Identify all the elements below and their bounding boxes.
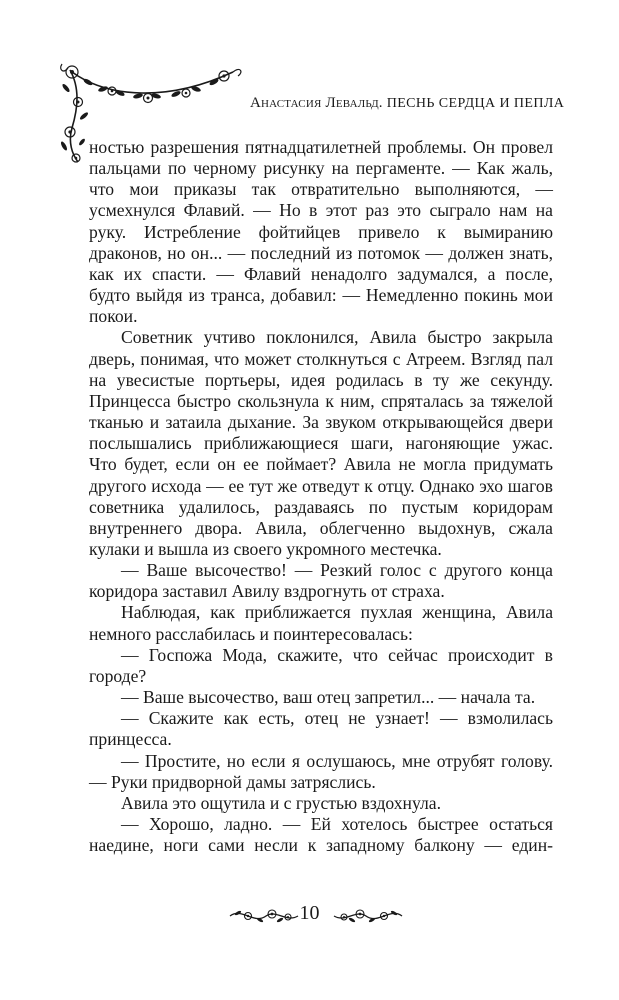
running-header: [250, 95, 565, 112]
paragraph: ностью разрешения пятнадцатилетней проблемы. Он провел пальцами по черному рисунку на пергаменте. — Как жаль, что мои приказы так отвратительно выполняются, — усмехнулся Флавий. — Но в этот раз это сыграло нам на руку. Истребление фойтийцев привело к вымиранию драконов, но он... — последний из потомок — должен знать, как их спасти. — Флавий ненадолго задумался, а после, будто выйдя из транса, добавил: — Немедленно покинь мои покои.: [89, 137, 553, 327]
paragraph: Советник учтиво поклонился, Авила быстро закрыла дверь, понимая, что может столкнуться с Атреем. Взгляд пал на увесистые портьеры, идея родилась в ту же секунду. Принцесса быстро скользнула к ним, спряталась за тяжелой тканью и затаила дыхание. За звуком открывающейся двери послышались приближающиеся шаги, нагоняющие ужас. Что будет, если он ее поймает? Авила не могла придумать другого исхода — ее тут же отведут к отцу. Однако эхо шагов советника удалилось, раздаваясь по пустым коридорам внутреннего двора. Авила, облегченно выдохнув, сжала кулаки и вышла из своего укромного местечка.: [89, 327, 553, 559]
paragraph: — Госпожа Мода, скажите, что сейчас происходит в городе?: [89, 644, 553, 686]
paragraph: — Ваше высочество, ваш отец запретил... — начала та.: [121, 687, 536, 708]
page-number: 10: [299, 902, 320, 924]
running-header-author: Анастасия Левальд.: [250, 95, 383, 111]
paragraph: — Хорошо, ладно. — Ей хотелось быстрее остаться наедине, ноги сами несли к западному балкону — един-: [89, 814, 553, 856]
paragraph: — Скажите как есть, отец не узнает! — взмолилась принцесса.: [89, 708, 553, 750]
paragraph: — Ваше высочество! — Резкий голос с другого конца коридора заставил Авилу вздрогнуть от страха.: [89, 560, 553, 602]
paragraph: — Простите, но если я ослушаюсь, мне отрубят голову. — Руки придворной дамы затряслись.: [89, 750, 553, 792]
paragraph: Наблюдая, как приближается пухлая женщина, Авила немного расслабилась и поинтересовалась:: [89, 602, 553, 644]
paragraph: Авила это ощутила и с грустью вздохнула.: [121, 792, 441, 813]
running-header-title: ПЕСНЬ СЕРДЦА И ПЕПЛА: [386, 96, 565, 111]
body-text: [89, 137, 553, 856]
footer-flourish-right-icon: [332, 905, 404, 927]
